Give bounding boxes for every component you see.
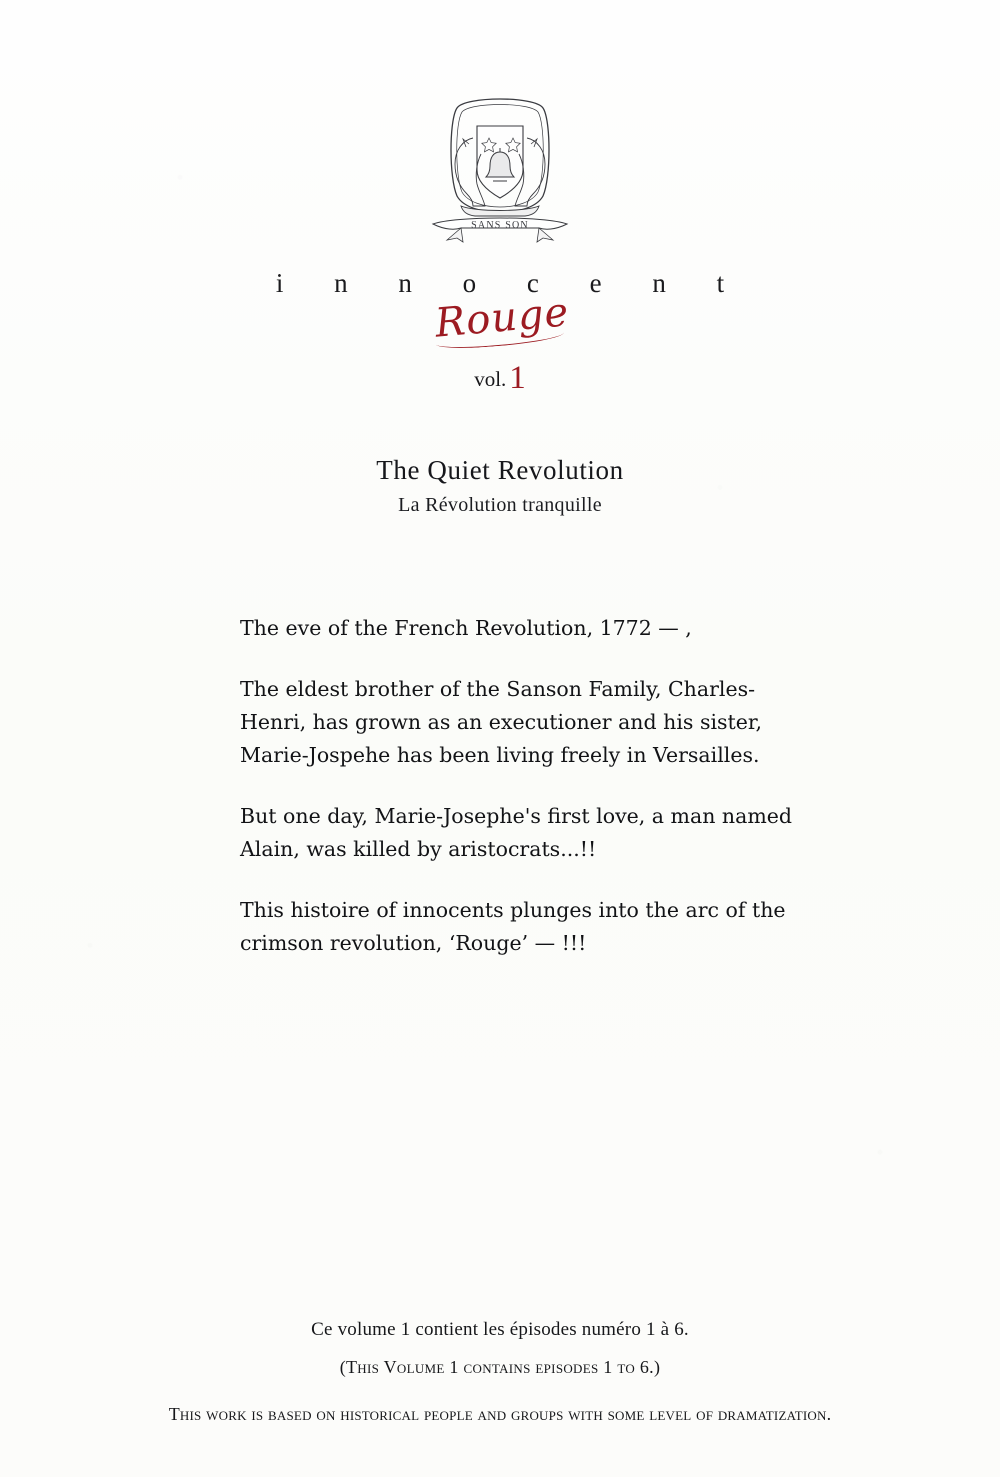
footer-disclaimer: This work is based on historical people and groups with some level of dramatization. xyxy=(168,1404,832,1424)
crest-container xyxy=(0,78,1000,258)
script-title: Rouge xyxy=(433,289,571,347)
episode-title-english: The Quiet Revolution xyxy=(376,455,624,485)
synopsis-paragraph: But one day, Marie-Josephe's first love, a man named Alain, was killed by aristocrats...!! xyxy=(240,804,793,861)
volume-number: 1 xyxy=(509,360,526,396)
series-title: i n n o c e n t xyxy=(275,268,747,298)
volume-label: vol. xyxy=(474,367,507,391)
footer-volume-note-french: Ce volume 1 contient les épisodes numéro 1 à 6. xyxy=(311,1319,689,1340)
synopsis-paragraph: The eldest brother of the Sanson Family, Charles-Henri, has grown as an executioner and his sister, Marie-Jospehe has been living freely in Versailles. xyxy=(240,677,762,767)
synopsis-paragraph: This histoire of innocents plunges into the arc of the crimson revolution, ‘Rouge’ — !!! xyxy=(240,898,786,955)
synopsis-paragraph: The eve of the French Revolution, 1772 — , xyxy=(240,616,692,640)
episode-title-block xyxy=(0,455,1000,517)
footer xyxy=(0,1319,1000,1425)
episode-title-french: La Révolution tranquille xyxy=(398,494,602,516)
heraldic-crest-icon xyxy=(405,78,595,258)
synopsis xyxy=(240,612,800,988)
script-title-wrap xyxy=(0,289,1000,347)
crest-motto: SANS SON xyxy=(471,220,529,231)
title-block xyxy=(0,268,1000,397)
footer-volume-note-english: (This Volume 1 contains episodes 1 to 6.) xyxy=(339,1357,661,1377)
volume-line xyxy=(0,360,1000,397)
